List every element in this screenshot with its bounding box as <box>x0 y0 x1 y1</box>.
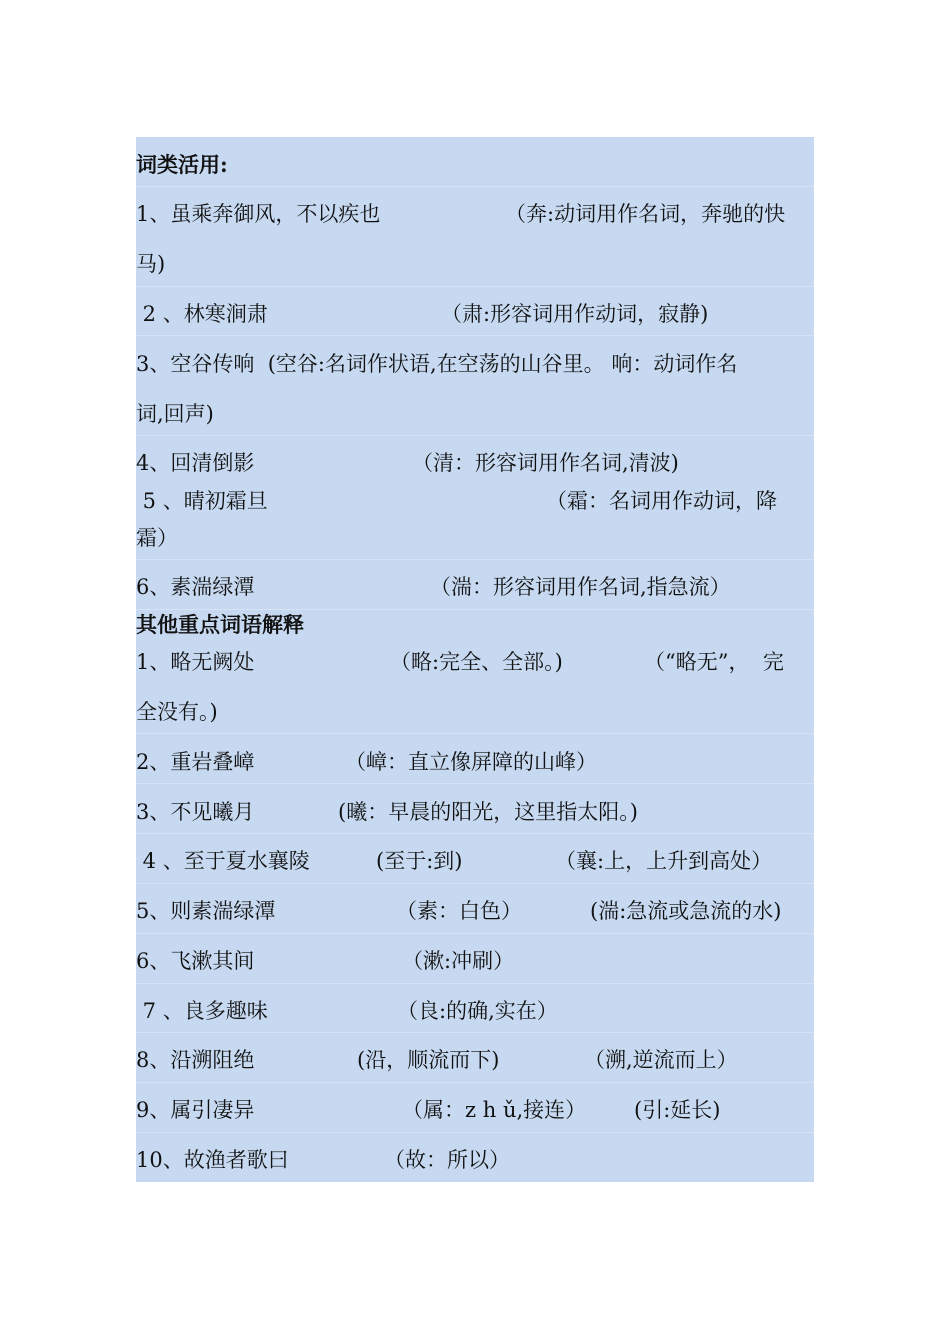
list-item-note: (引:延长) <box>634 1098 721 1122</box>
list-item-term: 5 、晴初霜旦 <box>136 489 268 513</box>
row-divider <box>136 983 814 984</box>
list-item-term: 2、重岩叠嶂 <box>136 750 255 774</box>
row-divider <box>136 186 814 187</box>
list-item-continuation: 马) <box>136 252 166 276</box>
list-item-continuation: 词,回声) <box>136 402 214 426</box>
row-divider <box>136 883 814 884</box>
row-divider <box>136 933 814 934</box>
list-item-note: （霜：名词用作动词，降 <box>546 489 777 513</box>
list-item-term: 7 、良多趣味 <box>136 999 268 1023</box>
list-item-term: 8、沿溯阻绝 <box>136 1048 255 1072</box>
list-item-note: （略:完全、全部。) <box>390 650 563 674</box>
row-divider <box>136 783 814 784</box>
row-divider <box>136 335 814 336</box>
list-item-note: （湍：形容词用作名词,指急流） <box>430 575 731 599</box>
list-item-note: （漱:冲刷） <box>402 949 515 973</box>
list-item-note: （故：所以） <box>384 1148 510 1172</box>
row-divider <box>136 286 814 287</box>
list-item-term: 4 、至于夏水襄陵 <box>136 849 310 873</box>
list-item-term: 9、属引凄异 <box>136 1098 255 1122</box>
list-item-note: (湍:急流或急流的水) <box>590 899 782 923</box>
list-item-term: 1、略无阙处 <box>136 650 255 674</box>
list-item-term: 5、则素湍绿潭 <box>136 899 276 923</box>
row-divider <box>136 733 814 734</box>
list-item-term: 3、空谷传响 (空谷:名词作状语,在空荡的山谷里。 响：动词作名 <box>136 352 738 376</box>
list-item-term: 6、素湍绿潭 <box>136 575 255 599</box>
list-item-note: (至于:到) <box>376 849 463 873</box>
row-divider <box>136 833 814 834</box>
list-item-note: (沿，顺流而下) <box>357 1048 500 1072</box>
list-item-continuation: 全没有。) <box>136 700 218 724</box>
list-item-note: （襄:上，上升到高处） <box>555 849 773 873</box>
list-item-note: （素：白色） <box>396 899 522 923</box>
list-item-note: （溯,逆流而上） <box>584 1048 738 1072</box>
list-item-note: （属：z h ǔ,接连） <box>402 1098 587 1122</box>
row-divider <box>136 1082 814 1083</box>
list-item-continuation: 霜） <box>136 526 178 550</box>
section-heading: 词类活用: <box>136 152 228 177</box>
list-item-note: （肃:形容词用作动词，寂静) <box>441 302 709 326</box>
list-item-term: 1、虽乘奔御风，不以疾也 <box>136 202 381 226</box>
row-divider <box>136 435 814 436</box>
list-item-term: 2 、林寒涧肃 <box>136 302 268 326</box>
list-item-note: （良:的确,实在） <box>397 999 558 1023</box>
list-item-term: 6、飞漱其间 <box>136 949 255 973</box>
list-item-note: （嶂：直立像屏障的山峰） <box>345 750 597 774</box>
row-divider <box>136 559 814 560</box>
list-item-term: 4、回清倒影 <box>136 451 255 475</box>
list-item-note: （清：形容词用作名词,清波) <box>412 451 679 475</box>
section-heading: 其他重点词语解释 <box>136 612 304 637</box>
list-item-note: (曦：早晨的阳光，这里指太阳。) <box>338 800 638 824</box>
row-divider <box>136 1132 814 1133</box>
list-item-note: （奔:动词用作名词，奔驰的快 <box>505 202 786 226</box>
row-divider <box>136 1032 814 1033</box>
list-item-note: （“略无”， 完 <box>644 650 784 674</box>
list-item-term: 3、不见曦月 <box>136 800 255 824</box>
list-item-term: 10、故渔者歌曰 <box>136 1148 289 1172</box>
